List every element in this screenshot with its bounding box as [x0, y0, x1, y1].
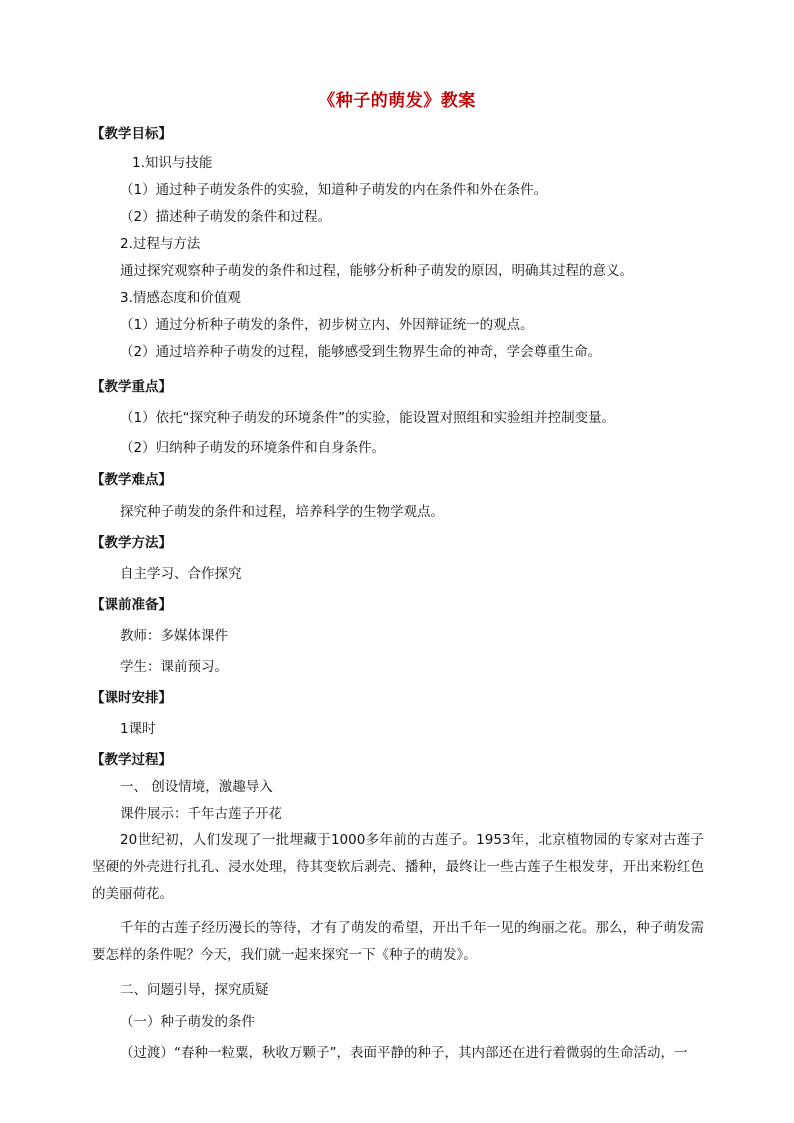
process-paragraph-intro: 千年的古莲子经历漫长的等待，才有了萌发的希望，开出千年一见的绚丽之花。那么，种子萌发需要怎样的条件呢？今天，我们就一起来探究一下《种子的萌发》。: [92, 920, 704, 963]
difficulty-text: 探究种子萌发的条件和过程，培养科学的生物学观点。: [120, 504, 444, 520]
process-courseware-show: 课件展示：千年古莲子开花: [120, 806, 282, 822]
process-transition-text: （过渡）“春种一粒粟，秋收万颗子”，表面平静的种子，其内部还在进行着微弱的生命活动，一: [120, 1045, 688, 1061]
preparation-student: 学生：课前预习。: [120, 659, 228, 675]
preparation-teacher: 教师：多媒体课件: [120, 628, 228, 644]
document-title: 《种子的萌发》教案: [318, 91, 476, 111]
methods-text: 自主学习、合作探究: [120, 566, 242, 582]
key-point-a: （1）依托“探究种子萌发的环境条件”的实验，能设置对照组和实验组并控制变量。: [120, 410, 616, 426]
goal-3-title: 3.情感态度和价值观: [120, 290, 241, 306]
goal-1-item-a: （1）通过种子萌发条件的实验，知道种子萌发的内在条件和外在条件。: [120, 182, 548, 198]
schedule-text: 1课时: [120, 721, 156, 737]
process-step-2: 二、问题引导，探究质疑: [120, 982, 269, 998]
heading-methods: 【教学方法】: [91, 535, 172, 551]
process-step-1: 一、 创设情境，激趣导入: [120, 779, 273, 795]
heading-schedule: 【课时安排】: [91, 690, 172, 706]
heading-key-points: 【教学重点】: [91, 379, 172, 395]
heading-difficulties: 【教学难点】: [91, 472, 172, 488]
goal-3-item-a: （1）通过分析种子萌发的条件，初步树立内、外因辩证统一的观点。: [120, 317, 534, 333]
goal-1-title: 1.知识与技能: [132, 155, 213, 171]
goal-2-text: 通过探究观察种子萌发的条件和过程，能够分析种子萌发的原因，明确其过程的意义。: [120, 263, 633, 279]
goal-3-item-b: （2）通过培养种子萌发的过程，能够感受到生物界生命的神奇，学会尊重生命。: [120, 344, 602, 360]
goal-2-title: 2.过程与方法: [120, 236, 201, 252]
process-paragraph-lotus: 20世纪初，人们发现了一批埋藏于1000多年前的古莲子。1953年，北京植物园的专家对古莲子坚硬的外壳进行扎孔、浸水处理，待其变软后剥壳、播种，最终让一些古莲子生根发芽，开出来粉红色的美丽荷花。: [92, 832, 704, 902]
heading-process: 【教学过程】: [91, 752, 172, 768]
heading-preparation: 【课前准备】: [91, 597, 172, 613]
process-subsection-1: （一）种子萌发的条件: [120, 1014, 255, 1030]
key-point-b: （2）归纳种子萌发的环境条件和自身条件。: [120, 440, 386, 456]
heading-teaching-goals: 【教学目标】: [91, 126, 172, 142]
goal-1-item-b: （2）描述种子萌发的条件和过程。: [120, 209, 332, 225]
